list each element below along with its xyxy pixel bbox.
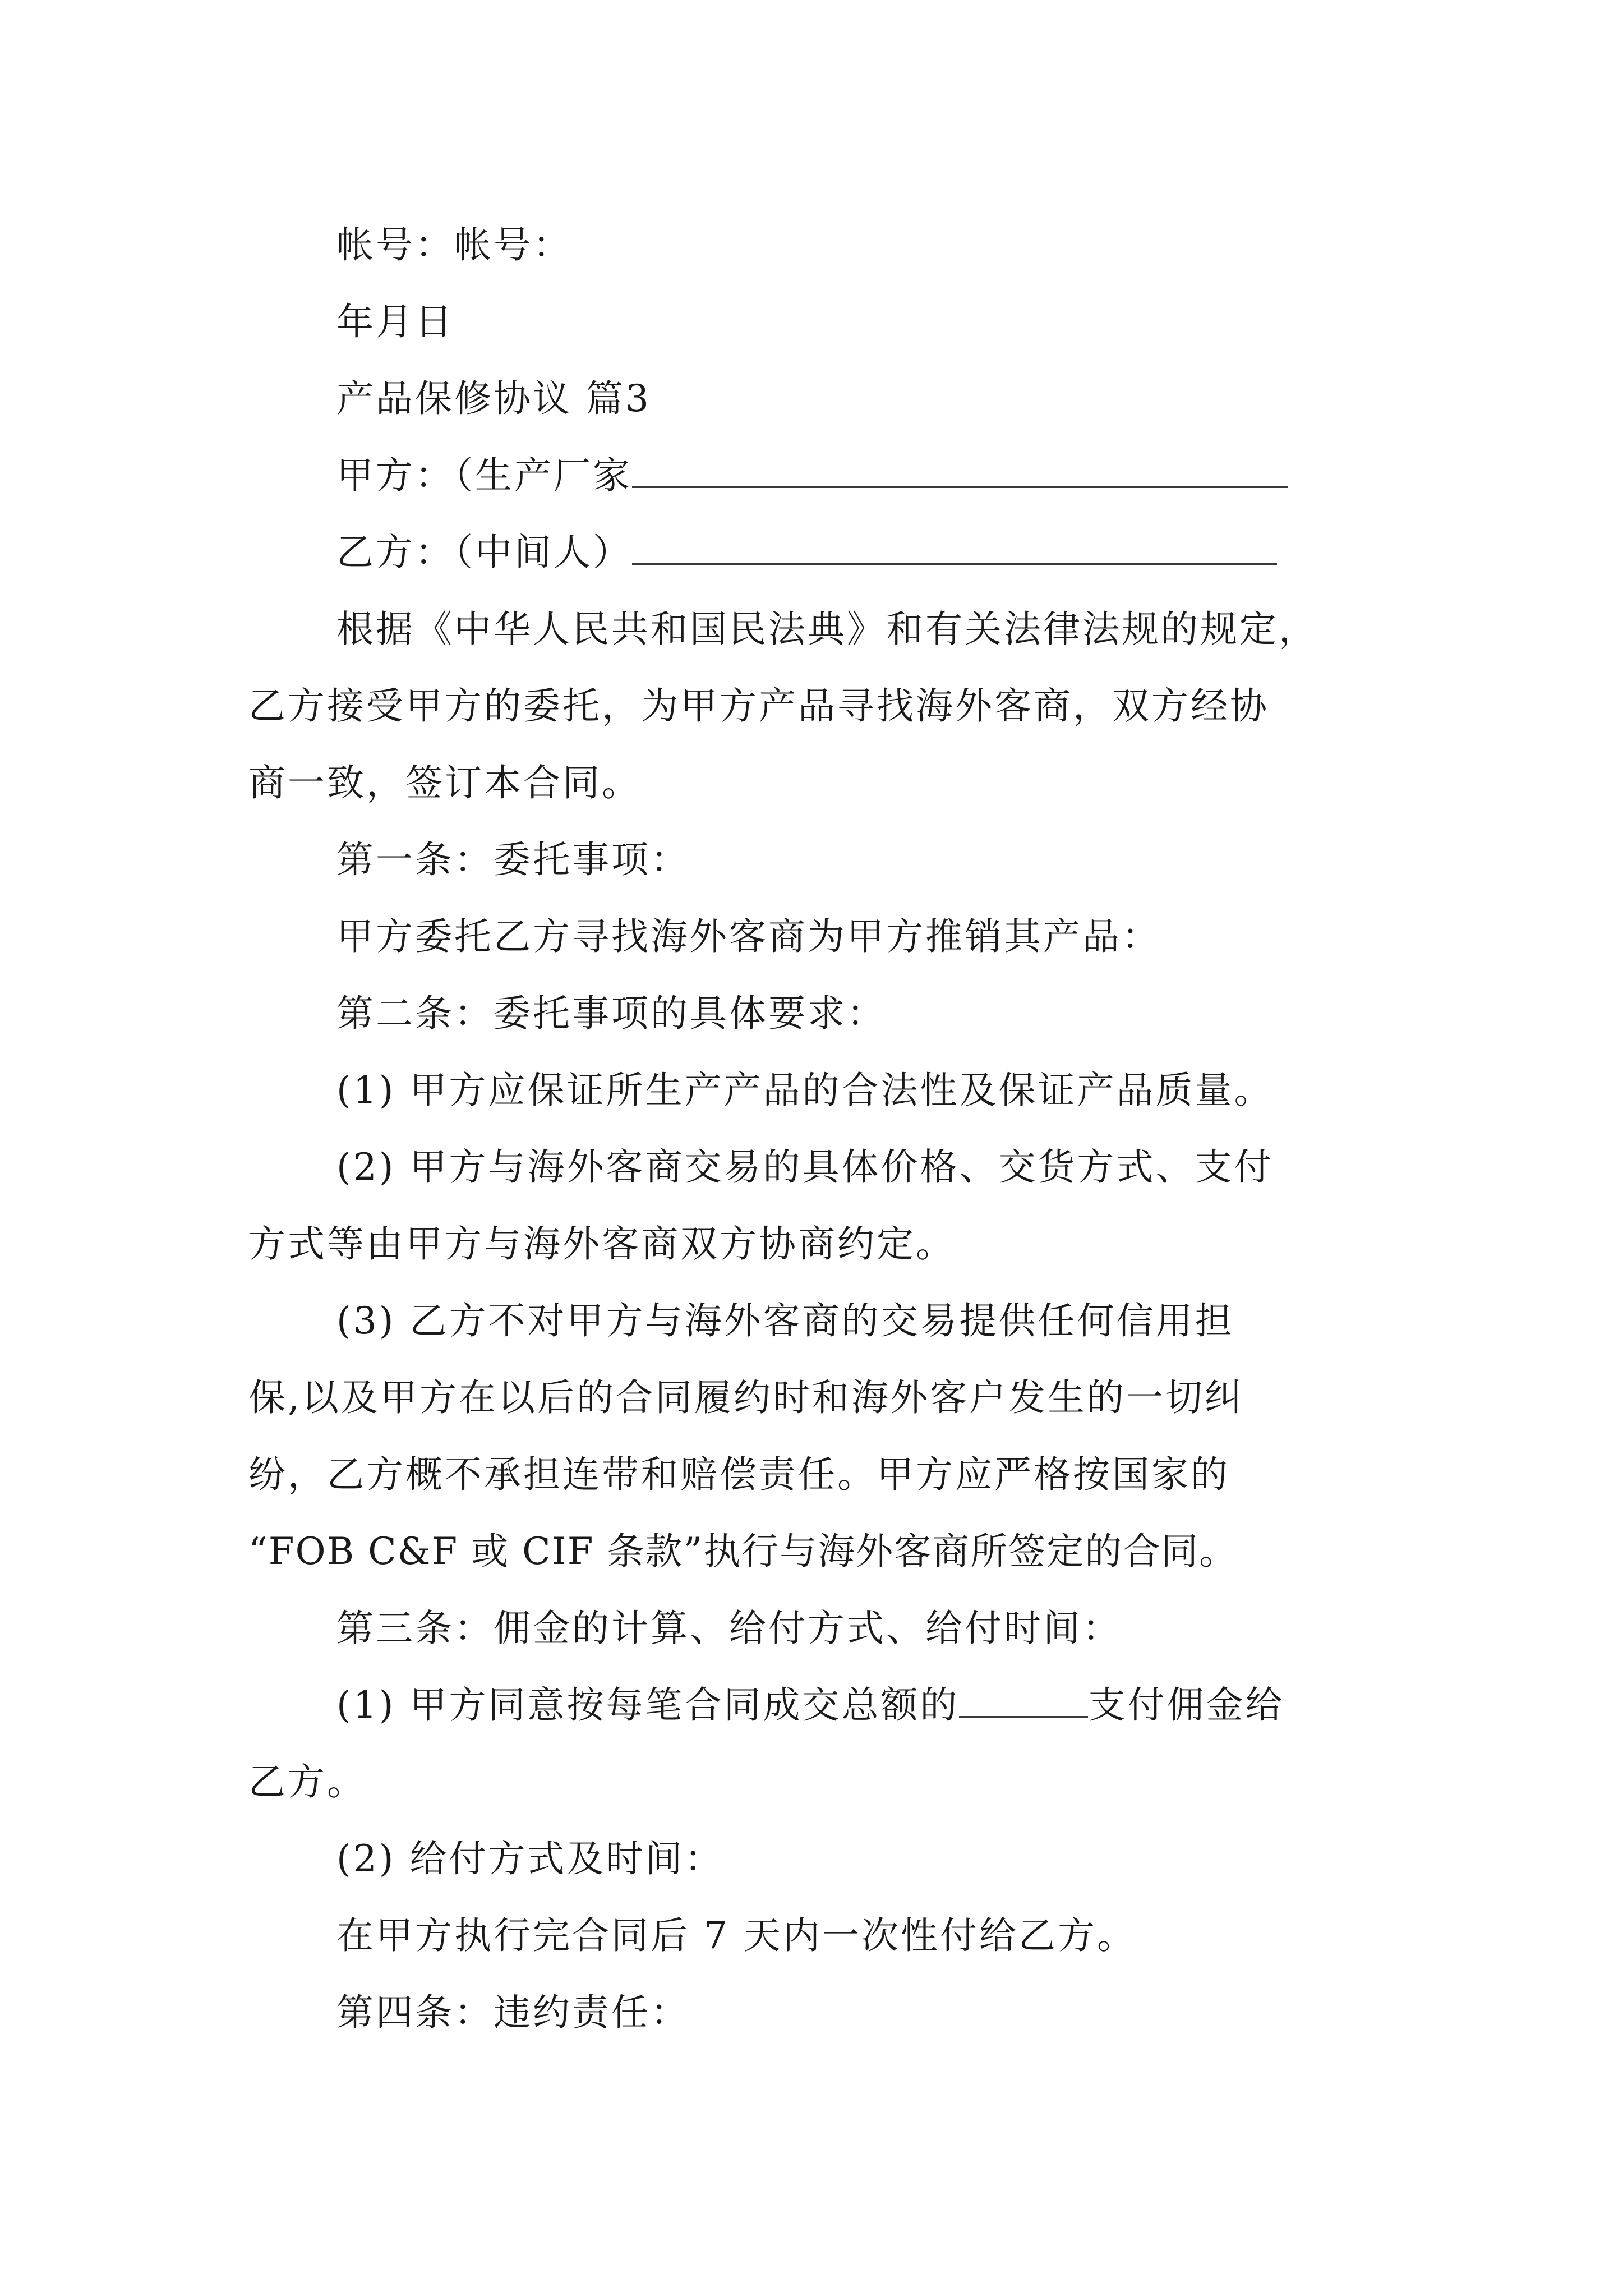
party-a-label: 甲方：（生产厂家 [336,454,632,497]
article-3-item-2-body: 在甲方执行完合同后 7 天内一次性付给乙方。 [336,1914,1136,1957]
party-b-line [336,531,1277,574]
preamble-line-1: 根据《中华人民共和国民法典》和有关法律法规的规定， [336,608,1318,651]
article-3-item-1-line-2: 乙方。 [248,1760,366,1803]
article-4-heading: 第四条：违约责任： [336,1991,690,2034]
party-b-blank [632,534,1277,565]
article-2-item-1: (1) 甲方应保证所生产产品的合法性及保证产品质量。 [336,1069,1274,1112]
party-b-label: 乙方：（中间人） [336,531,632,574]
commission-text-before: (1) 甲方同意按每笔合同成交总额的 [336,1683,960,1727]
commission-rate-blank [959,1687,1088,1718]
account-line: 帐号：帐号： [336,223,572,266]
commission-text-after: 支付佣金给 [1088,1683,1285,1727]
article-2-heading: 第二条：委托事项的具体要求： [336,992,886,1035]
article-2-item-2-line-2: 方式等由甲方与海外客商双方协商约定。 [248,1222,955,1266]
party-a-blank [632,457,1288,488]
article-2-item-3-line-3: 纷，乙方概不承担连带和赔偿责任。甲方应严格按国家的 [248,1453,1230,1496]
article-3-heading: 第三条：佣金的计算、给付方式、给付时间： [336,1607,1122,1650]
preamble-line-2: 乙方接受甲方的委托，为甲方产品寻找海外客商，双方经协 [248,684,1269,728]
article-2-item-3-line-4: “FOB C&F 或 CIF 条款”执行与海外客商所签定的合同。 [248,1530,1238,1573]
article-2-item-3-line-2: 保,以及甲方在以后的合同履约时和海外客户发生的一切纠 [248,1376,1244,1419]
article-3-item-1-line-1 [336,1683,1285,1727]
party-a-line [336,454,1288,497]
article-3-item-2: (2) 给付方式及时间： [336,1837,724,1880]
date-line: 年月日 [336,300,454,343]
article-2-item-3-line-1: (3) 乙方不对甲方与海外客商的交易提供任何信用担 [336,1299,1234,1342]
section-title: 产品保修协议 篇3 [336,377,651,420]
article-1-body: 甲方委托乙方寻找海外客商为甲方推销其产品： [336,915,1161,958]
preamble-line-3: 商一致，签订本合同。 [248,761,641,804]
article-2-item-2-line-1: (2) 甲方与海外客商交易的具体价格、交货方式、支付 [336,1145,1274,1189]
article-1-heading: 第一条：委托事项： [336,838,690,881]
